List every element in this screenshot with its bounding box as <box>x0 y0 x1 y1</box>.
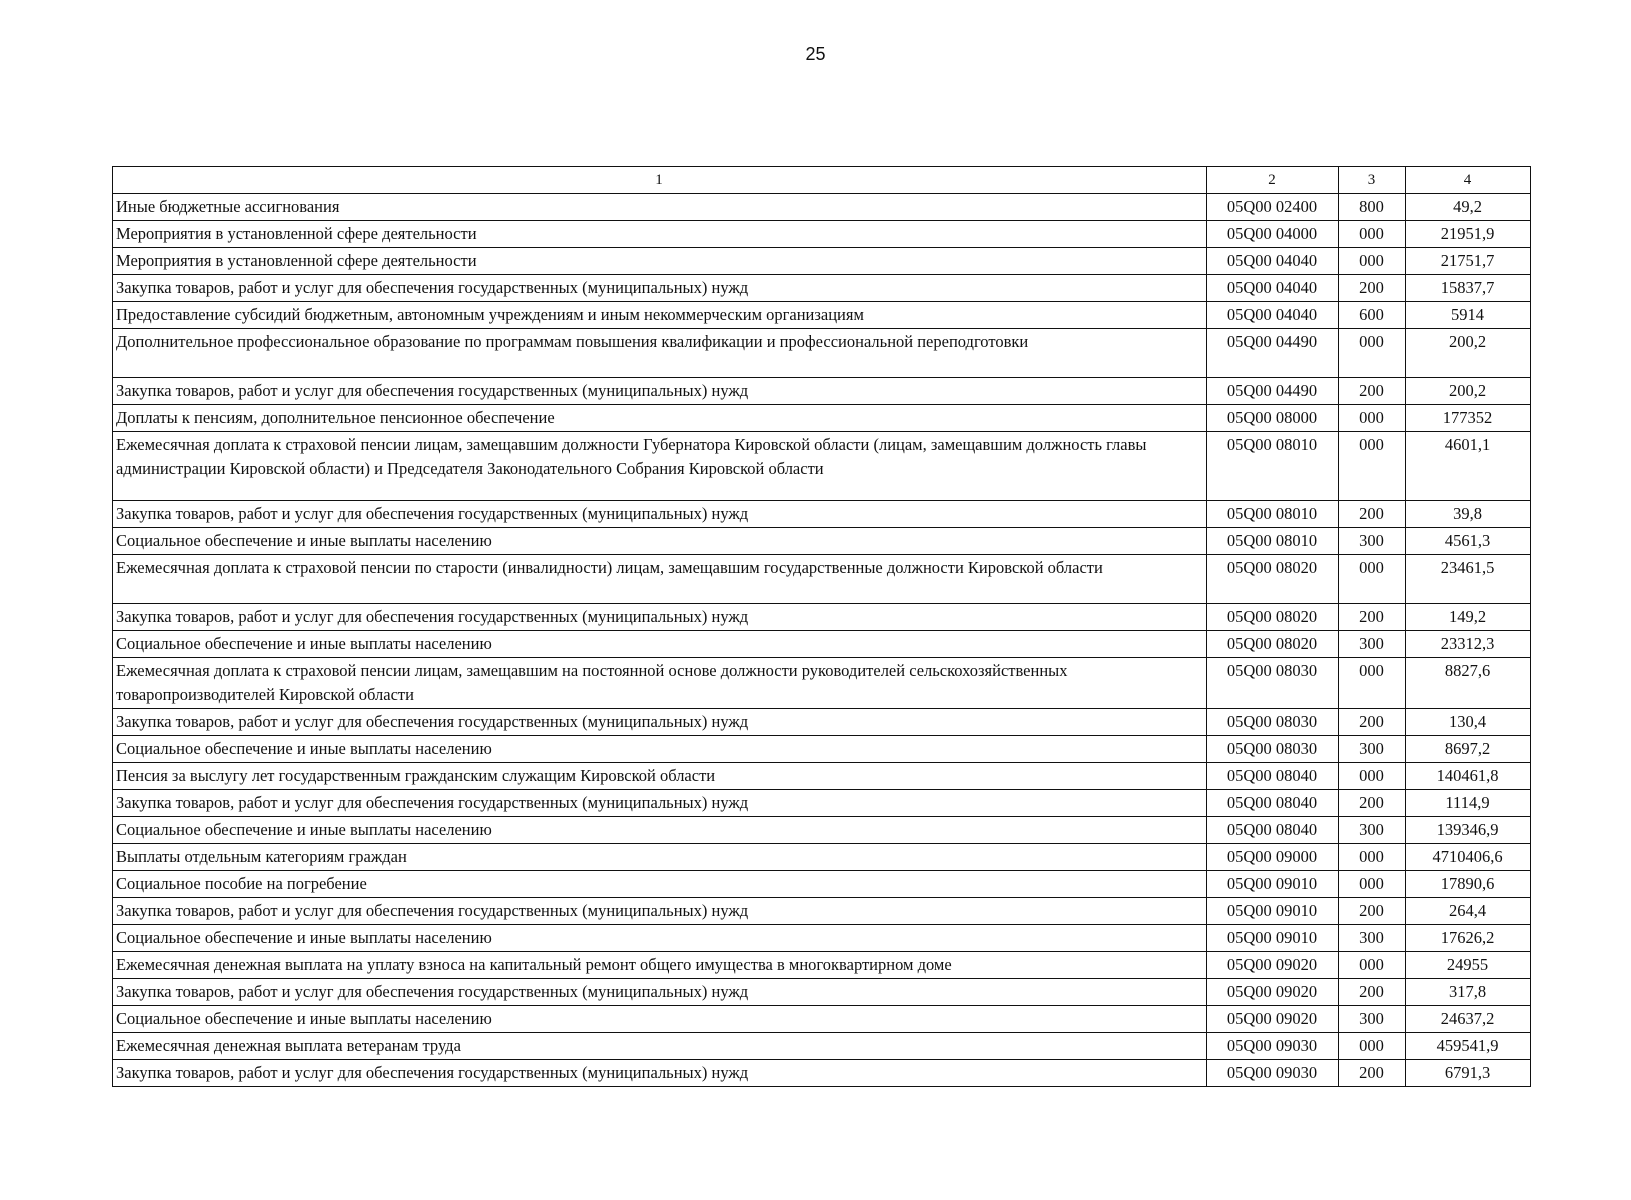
table-row <box>113 763 1531 790</box>
header-col-4: 4 <box>1406 167 1531 194</box>
header-col-1: 1 <box>113 167 1207 194</box>
row-sum: 8827,6 <box>1406 658 1531 709</box>
row-type: 000 <box>1339 432 1406 501</box>
row-code: 05Q00 09010 <box>1207 898 1339 925</box>
row-sum: 23312,3 <box>1406 631 1531 658</box>
row-sum: 24955 <box>1406 952 1531 979</box>
row-sum: 177352 <box>1406 405 1531 432</box>
table-row <box>113 709 1531 736</box>
row-type: 200 <box>1339 790 1406 817</box>
row-code: 05Q00 08010 <box>1207 501 1339 528</box>
row-type: 200 <box>1339 1060 1406 1087</box>
table-row <box>113 194 1531 221</box>
table-row <box>113 528 1531 555</box>
row-name: Социальное обеспечение и иные выплаты населению <box>113 736 1207 763</box>
row-sum: 130,4 <box>1406 709 1531 736</box>
row-sum: 459541,9 <box>1406 1033 1531 1060</box>
row-type: 000 <box>1339 405 1406 432</box>
row-name: Ежемесячная денежная выплата ветеранам труда <box>113 1033 1207 1060</box>
row-name: Социальное обеспечение и иные выплаты населению <box>113 631 1207 658</box>
row-name: Социальное обеспечение и иные выплаты населению <box>113 817 1207 844</box>
table-row <box>113 275 1531 302</box>
table-row <box>113 979 1531 1006</box>
row-code: 05Q00 08020 <box>1207 604 1339 631</box>
row-type: 300 <box>1339 925 1406 952</box>
table-row <box>113 925 1531 952</box>
row-type: 200 <box>1339 898 1406 925</box>
row-type: 200 <box>1339 709 1406 736</box>
row-sum: 17890,6 <box>1406 871 1531 898</box>
row-sum: 39,8 <box>1406 501 1531 528</box>
row-type: 200 <box>1339 378 1406 405</box>
row-type: 000 <box>1339 871 1406 898</box>
table-row <box>113 432 1531 501</box>
row-code: 05Q00 04040 <box>1207 302 1339 329</box>
row-name: Закупка товаров, работ и услуг для обеспечения государственных (муниципальных) нужд <box>113 1060 1207 1087</box>
row-code: 05Q00 04040 <box>1207 248 1339 275</box>
row-code: 05Q00 09020 <box>1207 979 1339 1006</box>
row-sum: 5914 <box>1406 302 1531 329</box>
row-type: 200 <box>1339 275 1406 302</box>
row-code: 05Q00 04490 <box>1207 329 1339 378</box>
row-name: Социальное обеспечение и иные выплаты населению <box>113 1006 1207 1033</box>
row-sum: 1114,9 <box>1406 790 1531 817</box>
table-row <box>113 1060 1531 1087</box>
row-sum: 21951,9 <box>1406 221 1531 248</box>
row-type: 000 <box>1339 844 1406 871</box>
table-row <box>113 1033 1531 1060</box>
table-row <box>113 329 1531 378</box>
row-code: 05Q00 09000 <box>1207 844 1339 871</box>
row-sum: 24637,2 <box>1406 1006 1531 1033</box>
page-number: 25 <box>805 44 826 64</box>
row-code: 05Q00 08040 <box>1207 817 1339 844</box>
row-code: 05Q00 08040 <box>1207 790 1339 817</box>
table-row <box>113 658 1531 709</box>
row-code: 05Q00 09010 <box>1207 871 1339 898</box>
row-code: 05Q00 08000 <box>1207 405 1339 432</box>
row-sum: 49,2 <box>1406 194 1531 221</box>
row-name: Закупка товаров, работ и услуг для обеспечения государственных (муниципальных) нужд <box>113 604 1207 631</box>
table-row <box>113 790 1531 817</box>
row-code: 05Q00 08030 <box>1207 736 1339 763</box>
table-row <box>113 405 1531 432</box>
row-name: Закупка товаров, работ и услуг для обеспечения государственных (муниципальных) нужд <box>113 709 1207 736</box>
row-name: Ежемесячная доплата к страховой пенсии лицам, замещавшим на постоянной основе должности руководителей сельскохозяйственных товаропроизводителей Кировской области <box>113 658 1207 709</box>
row-code: 05Q00 08010 <box>1207 528 1339 555</box>
table-row <box>113 817 1531 844</box>
row-name: Закупка товаров, работ и услуг для обеспечения государственных (муниципальных) нужд <box>113 898 1207 925</box>
row-sum: 23461,5 <box>1406 555 1531 604</box>
table-row <box>113 736 1531 763</box>
header-col-2: 2 <box>1207 167 1339 194</box>
row-name: Мероприятия в установленной сфере деятельности <box>113 248 1207 275</box>
row-code: 05Q00 08020 <box>1207 555 1339 604</box>
row-name: Ежемесячная денежная выплата на уплату взноса на капитальный ремонт общего имущества в многоквартирном доме <box>113 952 1207 979</box>
row-code: 05Q00 04000 <box>1207 221 1339 248</box>
row-code: 05Q00 08030 <box>1207 658 1339 709</box>
row-code: 05Q00 09030 <box>1207 1033 1339 1060</box>
table-row <box>113 248 1531 275</box>
row-name: Выплаты отдельным категориям граждан <box>113 844 1207 871</box>
row-type: 300 <box>1339 1006 1406 1033</box>
row-sum: 6791,3 <box>1406 1060 1531 1087</box>
row-name: Пенсия за выслугу лет государственным гражданским служащим Кировской области <box>113 763 1207 790</box>
row-type: 000 <box>1339 763 1406 790</box>
budget-table-container <box>112 166 1530 1087</box>
row-name: Мероприятия в установленной сфере деятельности <box>113 221 1207 248</box>
table-body <box>113 194 1531 1087</box>
row-name: Социальное пособие на погребение <box>113 871 1207 898</box>
row-type: 200 <box>1339 979 1406 1006</box>
row-sum: 21751,7 <box>1406 248 1531 275</box>
row-code: 05Q00 02400 <box>1207 194 1339 221</box>
row-type: 800 <box>1339 194 1406 221</box>
row-code: 05Q00 08040 <box>1207 763 1339 790</box>
row-type: 600 <box>1339 302 1406 329</box>
row-name: Предоставление субсидий бюджетным, автономным учреждениям и иным некоммерческим организациям <box>113 302 1207 329</box>
row-type: 200 <box>1339 604 1406 631</box>
table-row <box>113 604 1531 631</box>
row-sum: 139346,9 <box>1406 817 1531 844</box>
row-name: Социальное обеспечение и иные выплаты населению <box>113 528 1207 555</box>
row-sum: 200,2 <box>1406 378 1531 405</box>
row-code: 05Q00 04490 <box>1207 378 1339 405</box>
table-row <box>113 501 1531 528</box>
table-row <box>113 871 1531 898</box>
table-row <box>113 555 1531 604</box>
header-col-3: 3 <box>1339 167 1406 194</box>
row-code: 05Q00 09010 <box>1207 925 1339 952</box>
row-code: 05Q00 08020 <box>1207 631 1339 658</box>
row-name: Доплаты к пенсиям, дополнительное пенсионное обеспечение <box>113 405 1207 432</box>
row-type: 000 <box>1339 555 1406 604</box>
row-sum: 17626,2 <box>1406 925 1531 952</box>
row-sum: 8697,2 <box>1406 736 1531 763</box>
row-name: Закупка товаров, работ и услуг для обеспечения государственных (муниципальных) нужд <box>113 275 1207 302</box>
row-type: 300 <box>1339 736 1406 763</box>
row-name: Закупка товаров, работ и услуг для обеспечения государственных (муниципальных) нужд <box>113 790 1207 817</box>
row-type: 000 <box>1339 221 1406 248</box>
row-code: 05Q00 09030 <box>1207 1060 1339 1087</box>
budget-table <box>112 166 1531 1087</box>
row-type: 000 <box>1339 248 1406 275</box>
row-type: 000 <box>1339 1033 1406 1060</box>
row-sum: 200,2 <box>1406 329 1531 378</box>
row-name: Иные бюджетные ассигнования <box>113 194 1207 221</box>
row-code: 05Q00 08010 <box>1207 432 1339 501</box>
row-sum: 4561,3 <box>1406 528 1531 555</box>
row-type: 300 <box>1339 817 1406 844</box>
table-header-row <box>113 167 1531 194</box>
row-name: Дополнительное профессиональное образование по программам повышения квалификации и профессиональной переподготовки <box>113 329 1207 378</box>
row-name: Ежемесячная доплата к страховой пенсии по старости (инвалидности) лицам, замещавшим государственные должности Кировской области <box>113 555 1207 604</box>
row-name: Ежемесячная доплата к страховой пенсии лицам, замещавшим должности Губернатора Кировской области (лицам, замещавшим должность главы администрации Кировской области) и Председателя Законодательного Собрания Кировской области <box>113 432 1207 501</box>
row-type: 200 <box>1339 501 1406 528</box>
row-name: Закупка товаров, работ и услуг для обеспечения государственных (муниципальных) нужд <box>113 378 1207 405</box>
row-sum: 149,2 <box>1406 604 1531 631</box>
row-type: 000 <box>1339 658 1406 709</box>
table-row <box>113 378 1531 405</box>
table-row <box>113 1006 1531 1033</box>
row-sum: 4601,1 <box>1406 432 1531 501</box>
row-sum: 140461,8 <box>1406 763 1531 790</box>
row-code: 05Q00 04040 <box>1207 275 1339 302</box>
table-row <box>113 302 1531 329</box>
table-row <box>113 844 1531 871</box>
table-row <box>113 952 1531 979</box>
table-row <box>113 898 1531 925</box>
row-name: Закупка товаров, работ и услуг для обеспечения государственных (муниципальных) нужд <box>113 501 1207 528</box>
row-name: Социальное обеспечение и иные выплаты населению <box>113 925 1207 952</box>
row-sum: 15837,7 <box>1406 275 1531 302</box>
row-code: 05Q00 08030 <box>1207 709 1339 736</box>
row-sum: 4710406,6 <box>1406 844 1531 871</box>
table-row <box>113 221 1531 248</box>
row-type: 300 <box>1339 631 1406 658</box>
table-row <box>113 631 1531 658</box>
row-code: 05Q00 09020 <box>1207 952 1339 979</box>
row-type: 000 <box>1339 952 1406 979</box>
row-type: 300 <box>1339 528 1406 555</box>
row-type: 000 <box>1339 329 1406 378</box>
row-code: 05Q00 09020 <box>1207 1006 1339 1033</box>
row-name: Закупка товаров, работ и услуг для обеспечения государственных (муниципальных) нужд <box>113 979 1207 1006</box>
row-sum: 264,4 <box>1406 898 1531 925</box>
row-sum: 317,8 <box>1406 979 1531 1006</box>
